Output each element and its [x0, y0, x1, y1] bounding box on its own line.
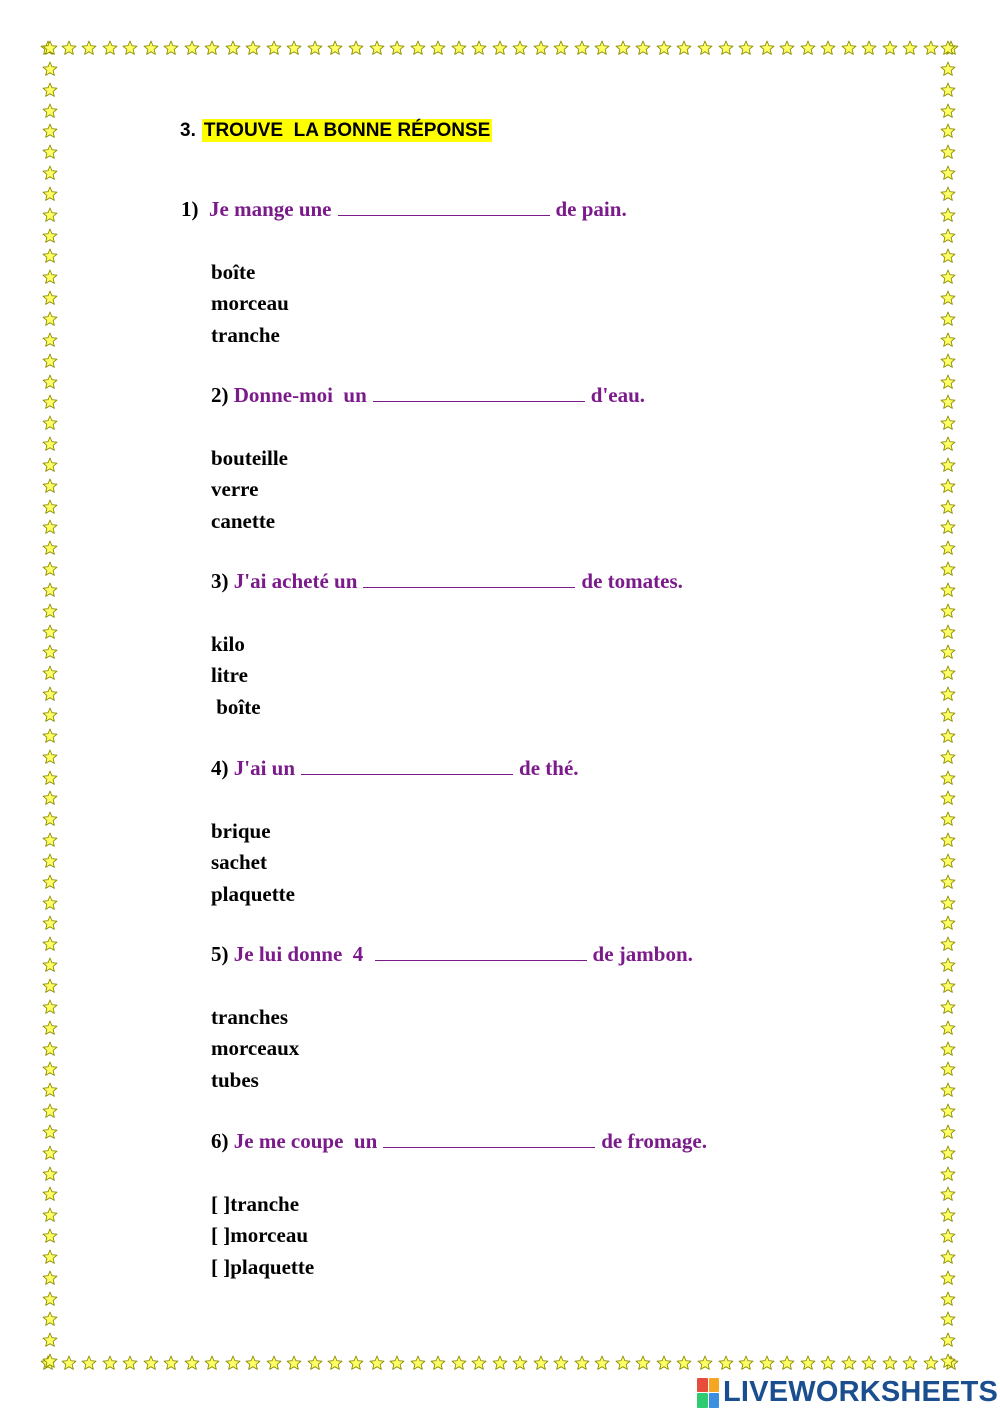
- star-icon: [940, 374, 956, 390]
- star-icon: [635, 1355, 651, 1371]
- question-number: 5): [211, 942, 229, 966]
- star-icon: [940, 103, 956, 119]
- star-icon: [471, 40, 487, 56]
- star-icon: [940, 353, 956, 369]
- star-icon: [940, 790, 956, 806]
- star-border-bottom: [40, 1353, 960, 1373]
- star-icon: [42, 311, 58, 327]
- star-icon: [225, 1355, 241, 1371]
- star-icon: [940, 165, 956, 181]
- star-icon: [42, 770, 58, 786]
- option-checkbox-item[interactable]: [ ]morceau: [211, 1223, 308, 1248]
- star-icon: [940, 61, 956, 77]
- answer-blank[interactable]: [338, 197, 550, 216]
- star-icon: [940, 957, 956, 973]
- star-icon: [940, 40, 956, 56]
- star-icon: [266, 1355, 282, 1371]
- star-icon: [61, 40, 77, 56]
- star-icon: [42, 707, 58, 723]
- star-icon: [42, 790, 58, 806]
- options-list-1: [211, 257, 289, 351]
- star-icon: [81, 40, 97, 56]
- option-item[interactable]: boîte: [211, 260, 256, 284]
- star-icon: [940, 1353, 956, 1369]
- star-icon: [122, 1355, 138, 1371]
- star-icon: [940, 82, 956, 98]
- star-icon: [940, 811, 956, 827]
- star-icon: [204, 40, 220, 56]
- star-icon: [861, 1355, 877, 1371]
- star-icon: [42, 874, 58, 890]
- star-icon: [940, 394, 956, 410]
- question-5: [211, 942, 693, 967]
- star-border-top: [40, 38, 960, 58]
- star-icon: [940, 644, 956, 660]
- star-icon: [779, 1355, 795, 1371]
- star-icon: [42, 165, 58, 181]
- star-icon: [759, 40, 775, 56]
- option-item[interactable]: bouteille: [211, 446, 288, 470]
- star-icon: [389, 1355, 405, 1371]
- star-icon: [940, 936, 956, 952]
- star-icon: [143, 40, 159, 56]
- star-icon: [940, 1103, 956, 1119]
- question-1: [181, 197, 627, 222]
- star-icon: [940, 832, 956, 848]
- star-icon: [327, 1355, 343, 1371]
- star-icon: [940, 332, 956, 348]
- option-item[interactable]: boîte: [211, 694, 261, 719]
- question-text-before: Je lui donne 4: [233, 942, 364, 966]
- star-icon: [940, 415, 956, 431]
- star-icon: [902, 1355, 918, 1371]
- star-icon: [430, 1355, 446, 1371]
- question-number: 4): [211, 756, 229, 780]
- star-icon: [759, 1355, 775, 1371]
- question-text-after: de jambon.: [592, 942, 693, 966]
- option-item[interactable]: tranches: [211, 1005, 288, 1029]
- question-text-before: Je me coupe un: [233, 1129, 378, 1153]
- star-icon: [676, 1355, 692, 1371]
- star-icon: [940, 1291, 956, 1307]
- star-border-left: [40, 40, 60, 1370]
- star-icon: [882, 1355, 898, 1371]
- option-checkbox-item[interactable]: [ ]plaquette: [211, 1254, 315, 1279]
- star-icon: [574, 1355, 590, 1371]
- star-icon: [940, 248, 956, 264]
- star-icon: [718, 40, 734, 56]
- star-icon: [940, 749, 956, 765]
- star-icon: [42, 624, 58, 640]
- star-icon: [389, 40, 405, 56]
- star-icon: [42, 1020, 58, 1036]
- star-icon: [800, 40, 816, 56]
- star-icon: [940, 1228, 956, 1244]
- star-icon: [940, 1207, 956, 1223]
- question-text-after: de tomates.: [581, 569, 683, 593]
- star-icon: [940, 1186, 956, 1202]
- star-icon: [42, 186, 58, 202]
- star-icon: [615, 40, 631, 56]
- star-icon: [410, 40, 426, 56]
- star-icon: [940, 665, 956, 681]
- star-icon: [42, 644, 58, 660]
- star-icon: [42, 123, 58, 139]
- star-icon: [245, 40, 261, 56]
- star-icon: [940, 436, 956, 452]
- star-icon: [42, 457, 58, 473]
- star-icon: [42, 665, 58, 681]
- star-icon: [42, 1166, 58, 1182]
- star-icon: [42, 1145, 58, 1161]
- star-icon: [42, 290, 58, 306]
- options-list-2: [211, 443, 288, 537]
- star-icon: [42, 353, 58, 369]
- star-icon: [940, 123, 956, 139]
- star-icon: [779, 40, 795, 56]
- star-icon: [369, 1355, 385, 1371]
- star-icon: [42, 749, 58, 765]
- star-icon: [940, 999, 956, 1015]
- star-icon: [940, 1311, 956, 1327]
- star-icon: [42, 1186, 58, 1202]
- option-item[interactable]: tranche: [211, 322, 280, 347]
- star-icon: [940, 290, 956, 306]
- star-icon: [451, 1355, 467, 1371]
- star-icon: [940, 144, 956, 160]
- star-icon: [42, 582, 58, 598]
- star-icon: [940, 686, 956, 702]
- star-icon: [42, 811, 58, 827]
- star-icon: [42, 978, 58, 994]
- star-icon: [286, 40, 302, 56]
- star-icon: [42, 332, 58, 348]
- star-icon: [940, 186, 956, 202]
- star-icon: [940, 1041, 956, 1057]
- star-icon: [42, 1332, 58, 1348]
- star-icon: [369, 40, 385, 56]
- star-icon: [800, 1355, 816, 1371]
- question-number: 6): [211, 1129, 229, 1153]
- star-icon: [204, 1355, 220, 1371]
- options-list-6: [211, 1189, 314, 1283]
- question-number: 3): [211, 569, 229, 593]
- question-number: 1): [181, 197, 199, 221]
- star-icon: [42, 1041, 58, 1057]
- star-icon: [327, 40, 343, 56]
- star-icon: [42, 686, 58, 702]
- star-icon: [697, 40, 713, 56]
- options-list-4: [211, 816, 295, 910]
- star-icon: [42, 915, 58, 931]
- question-6: [211, 1129, 707, 1154]
- star-icon: [307, 1355, 323, 1371]
- star-icon: [738, 40, 754, 56]
- star-icon: [42, 207, 58, 223]
- star-icon: [923, 1355, 939, 1371]
- star-icon: [42, 144, 58, 160]
- star-icon: [42, 436, 58, 452]
- star-icon: [940, 1332, 956, 1348]
- star-icon: [940, 770, 956, 786]
- option-item[interactable]: sachet: [211, 850, 267, 875]
- option-item[interactable]: litre: [211, 663, 248, 688]
- star-icon: [42, 1061, 58, 1077]
- star-icon: [940, 457, 956, 473]
- star-icon: [42, 1228, 58, 1244]
- star-icon: [42, 61, 58, 77]
- answer-blank[interactable]: [301, 756, 513, 775]
- star-icon: [574, 40, 590, 56]
- star-icon: [451, 40, 467, 56]
- star-icon: [676, 40, 692, 56]
- star-icon: [430, 40, 446, 56]
- star-icon: [940, 1249, 956, 1265]
- star-icon: [42, 374, 58, 390]
- star-icon: [42, 832, 58, 848]
- liveworksheets-brand[interactable]: [697, 1376, 998, 1409]
- star-icon: [940, 707, 956, 723]
- options-list-5: [211, 1002, 299, 1096]
- star-icon: [61, 1355, 77, 1371]
- star-icon: [820, 1355, 836, 1371]
- question-text-before: Donne-moi un: [233, 383, 367, 407]
- star-icon: [42, 957, 58, 973]
- star-icon: [940, 1124, 956, 1140]
- options-list-3: [211, 629, 261, 723]
- star-icon: [42, 1082, 58, 1098]
- star-icon: [42, 1270, 58, 1286]
- star-icon: [42, 603, 58, 619]
- star-icon: [143, 1355, 159, 1371]
- star-icon: [940, 519, 956, 535]
- question-3: [211, 569, 683, 594]
- star-icon: [42, 499, 58, 515]
- question-text-before: J'ai un: [233, 756, 296, 780]
- option-item[interactable]: kilo: [211, 632, 245, 656]
- star-icon: [42, 82, 58, 98]
- star-icon: [42, 248, 58, 264]
- star-icon: [940, 978, 956, 994]
- answer-blank[interactable]: [363, 569, 575, 588]
- star-icon: [940, 728, 956, 744]
- star-icon: [492, 40, 508, 56]
- option-item[interactable]: canette: [211, 508, 276, 533]
- star-icon: [940, 311, 956, 327]
- star-icon: [656, 1355, 672, 1371]
- star-icon: [697, 1355, 713, 1371]
- star-icon: [42, 999, 58, 1015]
- star-icon: [940, 478, 956, 494]
- question-text-after: d'eau.: [590, 383, 646, 407]
- star-icon: [42, 478, 58, 494]
- star-icon: [42, 895, 58, 911]
- star-icon: [902, 40, 918, 56]
- star-icon: [42, 415, 58, 431]
- answer-blank[interactable]: [373, 383, 585, 402]
- question-4: [211, 756, 579, 781]
- star-icon: [492, 1355, 508, 1371]
- star-icon: [184, 1355, 200, 1371]
- star-icon: [348, 40, 364, 56]
- star-icon: [42, 561, 58, 577]
- answer-blank[interactable]: [375, 942, 587, 961]
- question-text-after: de fromage.: [601, 1129, 707, 1153]
- star-icon: [42, 103, 58, 119]
- option-item[interactable]: morceaux: [211, 1036, 300, 1061]
- question-text-after: de thé.: [519, 756, 579, 780]
- star-icon: [882, 40, 898, 56]
- star-icon: [42, 728, 58, 744]
- option-checkbox-item[interactable]: [ ]tranche: [211, 1192, 300, 1216]
- option-item[interactable]: morceau: [211, 291, 289, 316]
- star-icon: [940, 207, 956, 223]
- star-icon: [42, 519, 58, 535]
- star-icon: [940, 1145, 956, 1161]
- star-icon: [184, 40, 200, 56]
- star-icon: [940, 540, 956, 556]
- star-icon: [512, 40, 528, 56]
- exercise-title: TROUVE LA BONNE RÉPONSE: [203, 120, 491, 141]
- question-text-before: Je mange une: [209, 197, 332, 221]
- star-icon: [940, 603, 956, 619]
- liveworksheets-logo-icon: [697, 1378, 719, 1408]
- star-icon: [266, 40, 282, 56]
- star-icon: [42, 1353, 58, 1369]
- star-icon: [42, 853, 58, 869]
- star-icon: [122, 40, 138, 56]
- star-icon: [940, 1082, 956, 1098]
- star-icon: [42, 1124, 58, 1140]
- star-icon: [594, 40, 610, 56]
- answer-blank[interactable]: [383, 1129, 595, 1148]
- star-icon: [940, 895, 956, 911]
- question-text-after: de pain.: [555, 197, 627, 221]
- star-icon: [102, 40, 118, 56]
- star-icon: [286, 1355, 302, 1371]
- star-icon: [163, 1355, 179, 1371]
- star-icon: [42, 394, 58, 410]
- brand-name: LIVEWORKSHEETS: [723, 1376, 999, 1408]
- star-icon: [163, 40, 179, 56]
- star-icon: [42, 1103, 58, 1119]
- star-icon: [940, 561, 956, 577]
- star-icon: [940, 228, 956, 244]
- star-icon: [656, 40, 672, 56]
- star-icon: [940, 1061, 956, 1077]
- star-icon: [718, 1355, 734, 1371]
- star-icon: [940, 1270, 956, 1286]
- star-icon: [42, 1207, 58, 1223]
- star-icon: [940, 874, 956, 890]
- question-2: [211, 383, 645, 408]
- star-icon: [42, 269, 58, 285]
- star-icon: [635, 40, 651, 56]
- star-icon: [42, 1291, 58, 1307]
- star-icon: [861, 40, 877, 56]
- star-icon: [533, 1355, 549, 1371]
- exercise-heading: [180, 120, 492, 142]
- star-icon: [553, 1355, 569, 1371]
- star-icon: [594, 1355, 610, 1371]
- star-icon: [841, 40, 857, 56]
- star-icon: [820, 40, 836, 56]
- star-icon: [471, 1355, 487, 1371]
- star-icon: [102, 1355, 118, 1371]
- star-border-right: [938, 40, 958, 1370]
- star-icon: [940, 1166, 956, 1182]
- star-icon: [42, 40, 58, 56]
- star-icon: [940, 853, 956, 869]
- star-icon: [42, 1249, 58, 1265]
- star-icon: [81, 1355, 97, 1371]
- star-icon: [940, 624, 956, 640]
- star-icon: [940, 269, 956, 285]
- star-icon: [940, 499, 956, 515]
- option-item[interactable]: verre: [211, 477, 259, 502]
- star-icon: [940, 915, 956, 931]
- exercise-number: 3.: [180, 120, 196, 141]
- star-icon: [307, 40, 323, 56]
- option-item[interactable]: brique: [211, 819, 271, 843]
- star-icon: [410, 1355, 426, 1371]
- star-icon: [553, 40, 569, 56]
- option-item[interactable]: plaquette: [211, 881, 295, 906]
- star-icon: [42, 540, 58, 556]
- star-icon: [225, 40, 241, 56]
- star-icon: [42, 936, 58, 952]
- star-icon: [245, 1355, 261, 1371]
- question-number: 2): [211, 383, 229, 407]
- star-icon: [738, 1355, 754, 1371]
- question-text-before: J'ai acheté un: [233, 569, 358, 593]
- star-icon: [841, 1355, 857, 1371]
- star-icon: [42, 1311, 58, 1327]
- star-icon: [533, 40, 549, 56]
- star-icon: [42, 228, 58, 244]
- star-icon: [940, 582, 956, 598]
- star-icon: [348, 1355, 364, 1371]
- star-icon: [512, 1355, 528, 1371]
- option-item[interactable]: tubes: [211, 1067, 259, 1092]
- star-icon: [923, 40, 939, 56]
- star-icon: [940, 1020, 956, 1036]
- star-icon: [615, 1355, 631, 1371]
